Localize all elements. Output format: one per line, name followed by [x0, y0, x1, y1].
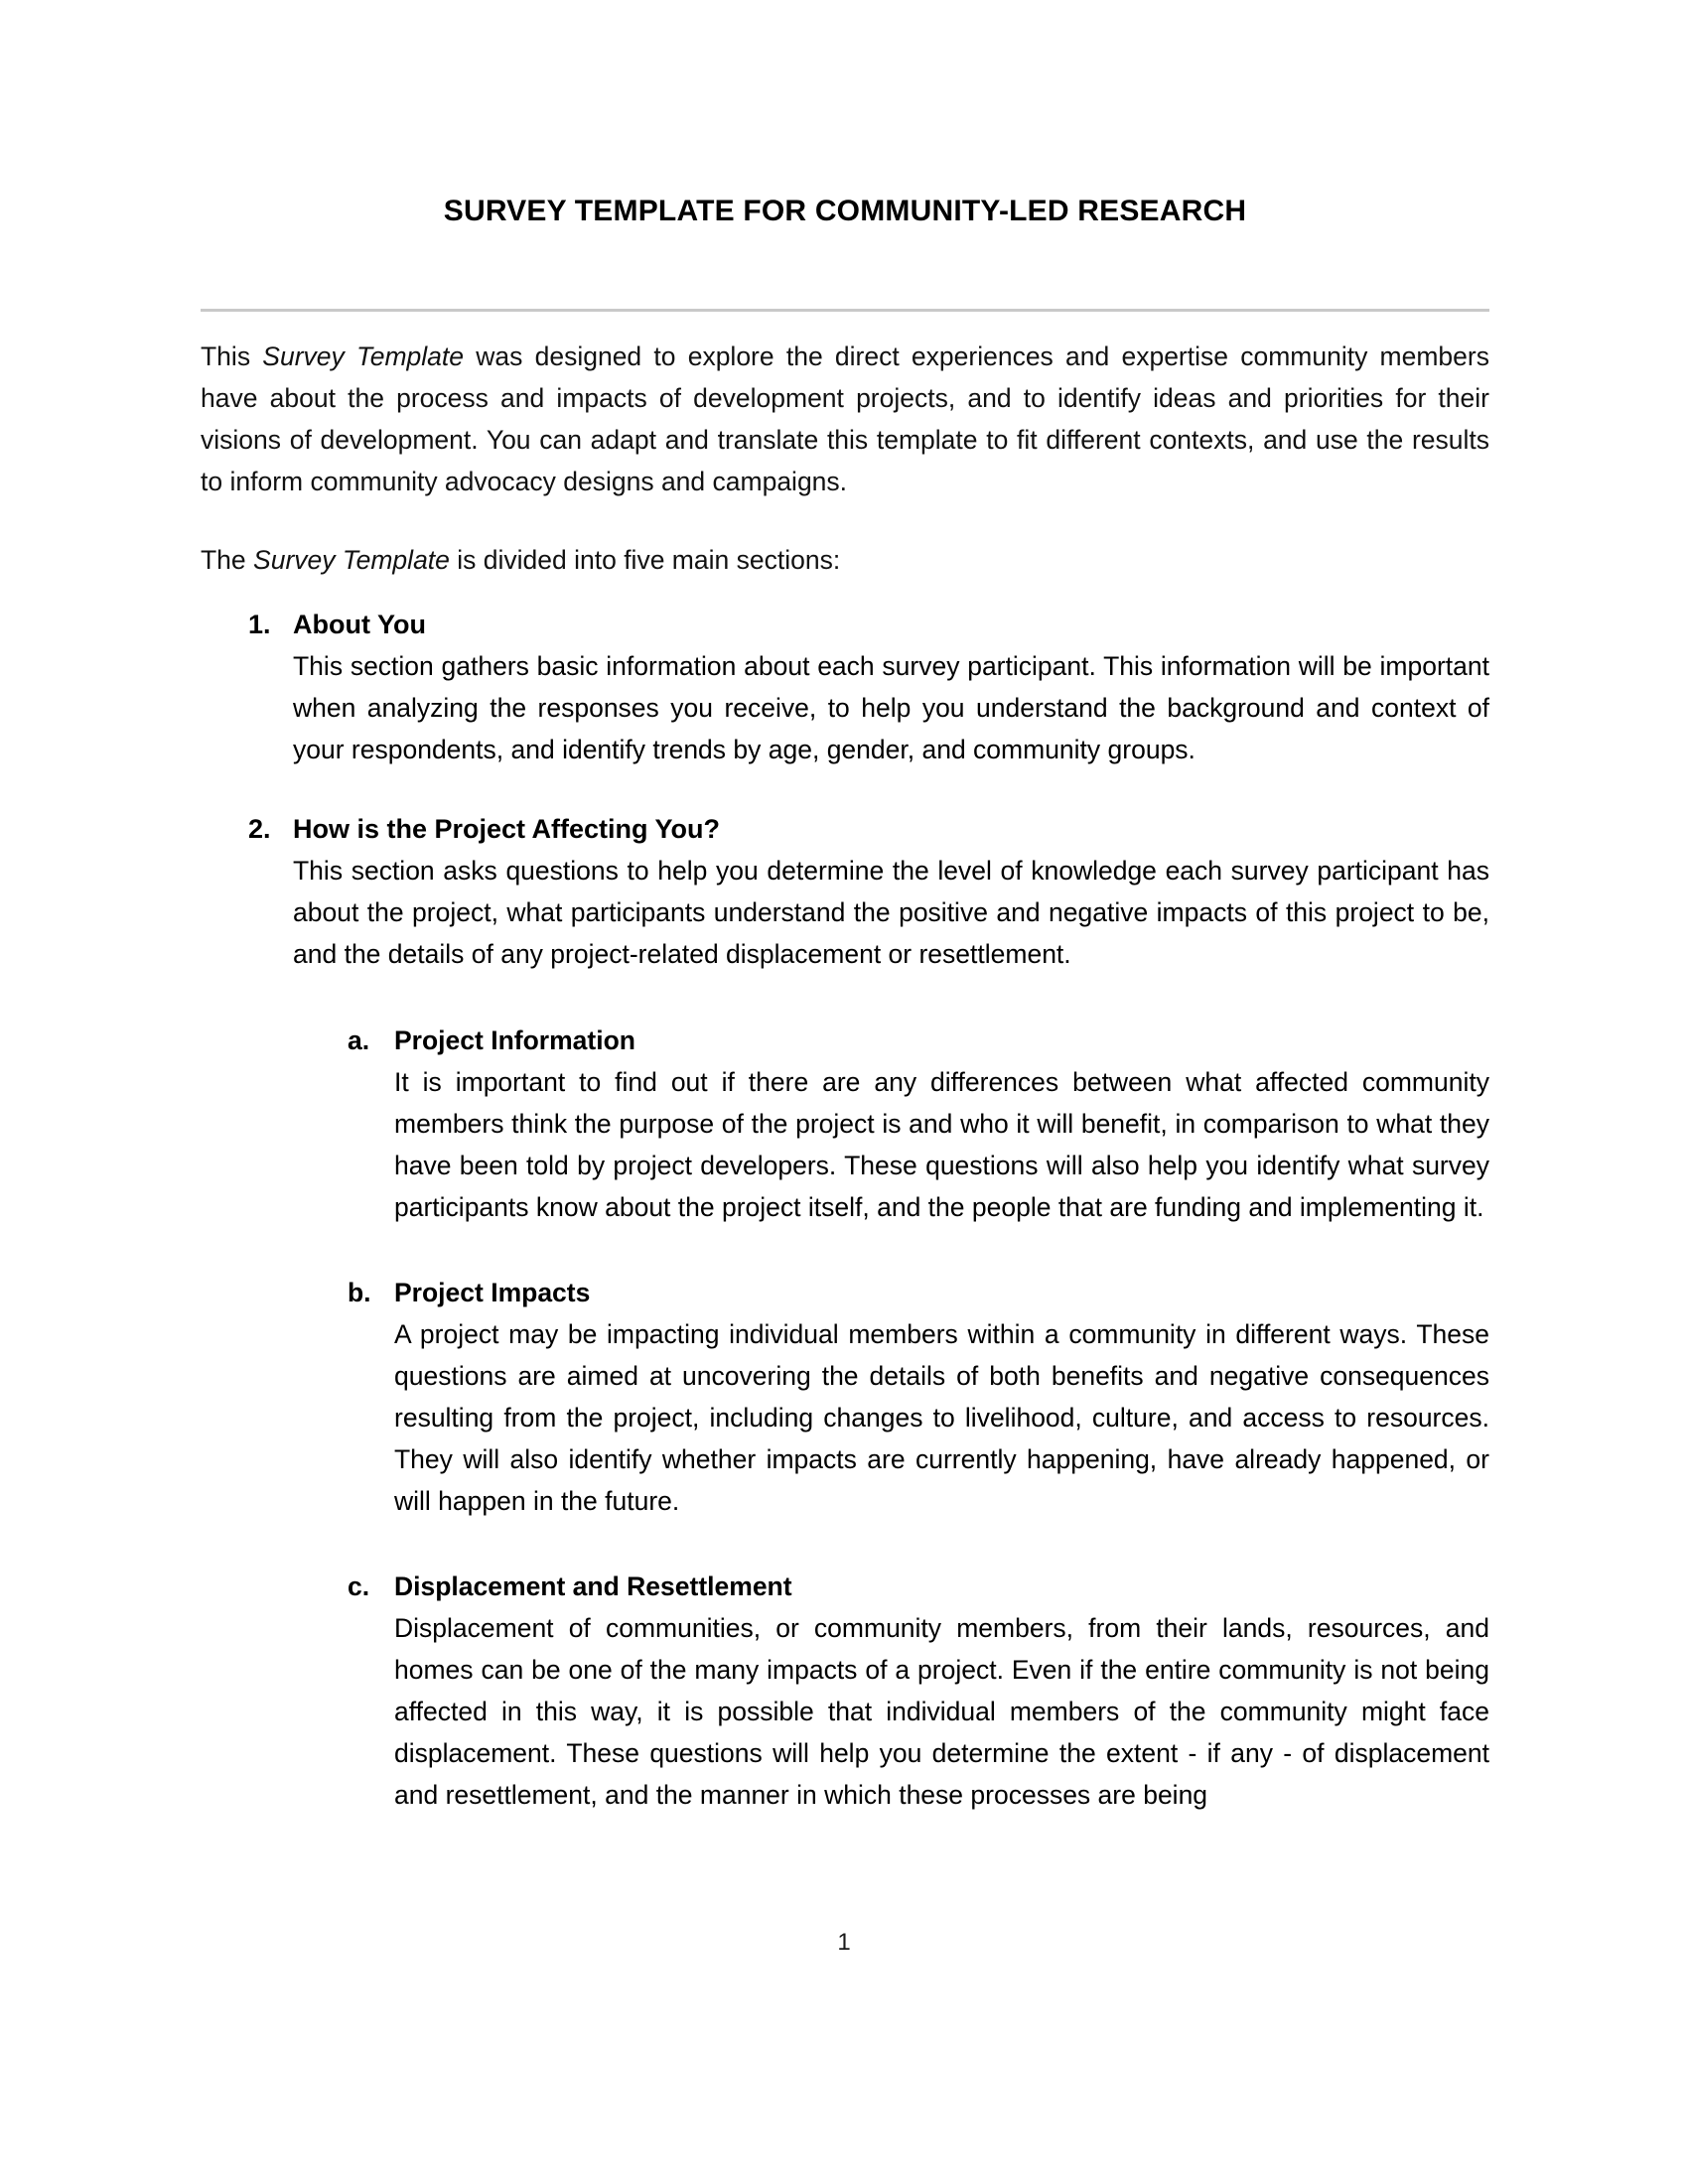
- intro-text-rest: was designed to explore the direct experiences and expertise community members have about the process and impacts of development projects, and to identify ideas and priorities for their visions of development. You can adapt and translate this template to fit different contexts, and use the results to inform community advocacy designs and campaigns.: [201, 341, 1489, 496]
- subsection-body-project-impacts: A project may be impacting individual members within a community in different ways. These questions are aimed at uncovering the details of both benefits and negative consequences resulting from the project, including changes to livelihood, culture, and access to resources. They will also identify whether impacts are currently happening, have already happened, or will happen in the future.: [394, 1318, 1489, 1516]
- page-content: [201, 0, 1489, 1816]
- subsection-body-project-information: It is important to find out if there are any differences between what affected community members think the purpose of the project is and who it will benefit, in comparison to what they have been told by project developers. These questions will also help you identify what survey participants know about the project itself, and the people that are funding and implementing it.: [394, 1066, 1489, 1222]
- page-title: SURVEY TEMPLATE FOR COMMUNITY-LED RESEARCH: [443, 195, 1247, 227]
- intro-text-lead: This: [201, 341, 263, 371]
- section-item-about-you: [201, 604, 1489, 770]
- subsection-item-displacement-resettlement: [293, 1566, 1489, 1816]
- section-item-project-affecting-you: [201, 808, 1489, 1816]
- subsection-marker-c: c.: [348, 1570, 370, 1601]
- section-body-project-affecting-you: This section asks questions to help you determine the level of knowledge each survey participant has about the project, what participants understand the positive and negative impacts of this project to be, and the details of any project-related displacement or resettlement.: [293, 855, 1489, 969]
- subsection-heading-project-information: Project Information: [394, 1024, 635, 1055]
- main-sections-list: [201, 604, 1489, 1816]
- subsection-body-displacement-resettlement: Displacement of communities, or community members, from their lands, resources, and homes can be one of the many impacts of a project. Even if the entire community is not being affected in this way, it is possible that individual members of the community might face displacement. These questions will help you determine the extent - if any - of displacement and resettlement, and the manner in which these processes are being: [394, 1612, 1489, 1810]
- section-heading-about-you: About You: [293, 609, 426, 639]
- subsection-item-project-impacts: [293, 1272, 1489, 1522]
- subsection-heading-project-impacts: Project Impacts: [394, 1277, 591, 1307]
- sections-lead-rest: is divided into five main sections:: [449, 544, 841, 575]
- section-marker-1: 1.: [248, 609, 271, 639]
- sections-lead-paragraph: [201, 502, 1489, 581]
- survey-template-emphasis: Survey Template: [262, 341, 465, 371]
- section-marker-2: 2.: [248, 813, 271, 844]
- section-body-about-you: This section gathers basic information about each survey participant. This information will be important when analyzing the responses you receive, to help you understand the background and context of your respondents, and identify trends by age, gender, and community groups.: [293, 650, 1489, 764]
- subsections-list: [293, 1020, 1489, 1816]
- subsection-marker-a: a.: [348, 1024, 370, 1055]
- section-heading-project-affecting-you: How is the Project Affecting You?: [293, 813, 721, 844]
- subsection-item-project-information: [293, 1020, 1489, 1228]
- page-number-footer: 1: [837, 1929, 851, 1956]
- subsection-marker-b: b.: [348, 1277, 371, 1307]
- intro-paragraph: [201, 312, 1489, 502]
- survey-template-emphasis-2: Survey Template: [253, 544, 450, 575]
- sections-lead-lead: The: [201, 544, 254, 575]
- subsection-heading-displacement-resettlement: Displacement and Resettlement: [394, 1570, 792, 1601]
